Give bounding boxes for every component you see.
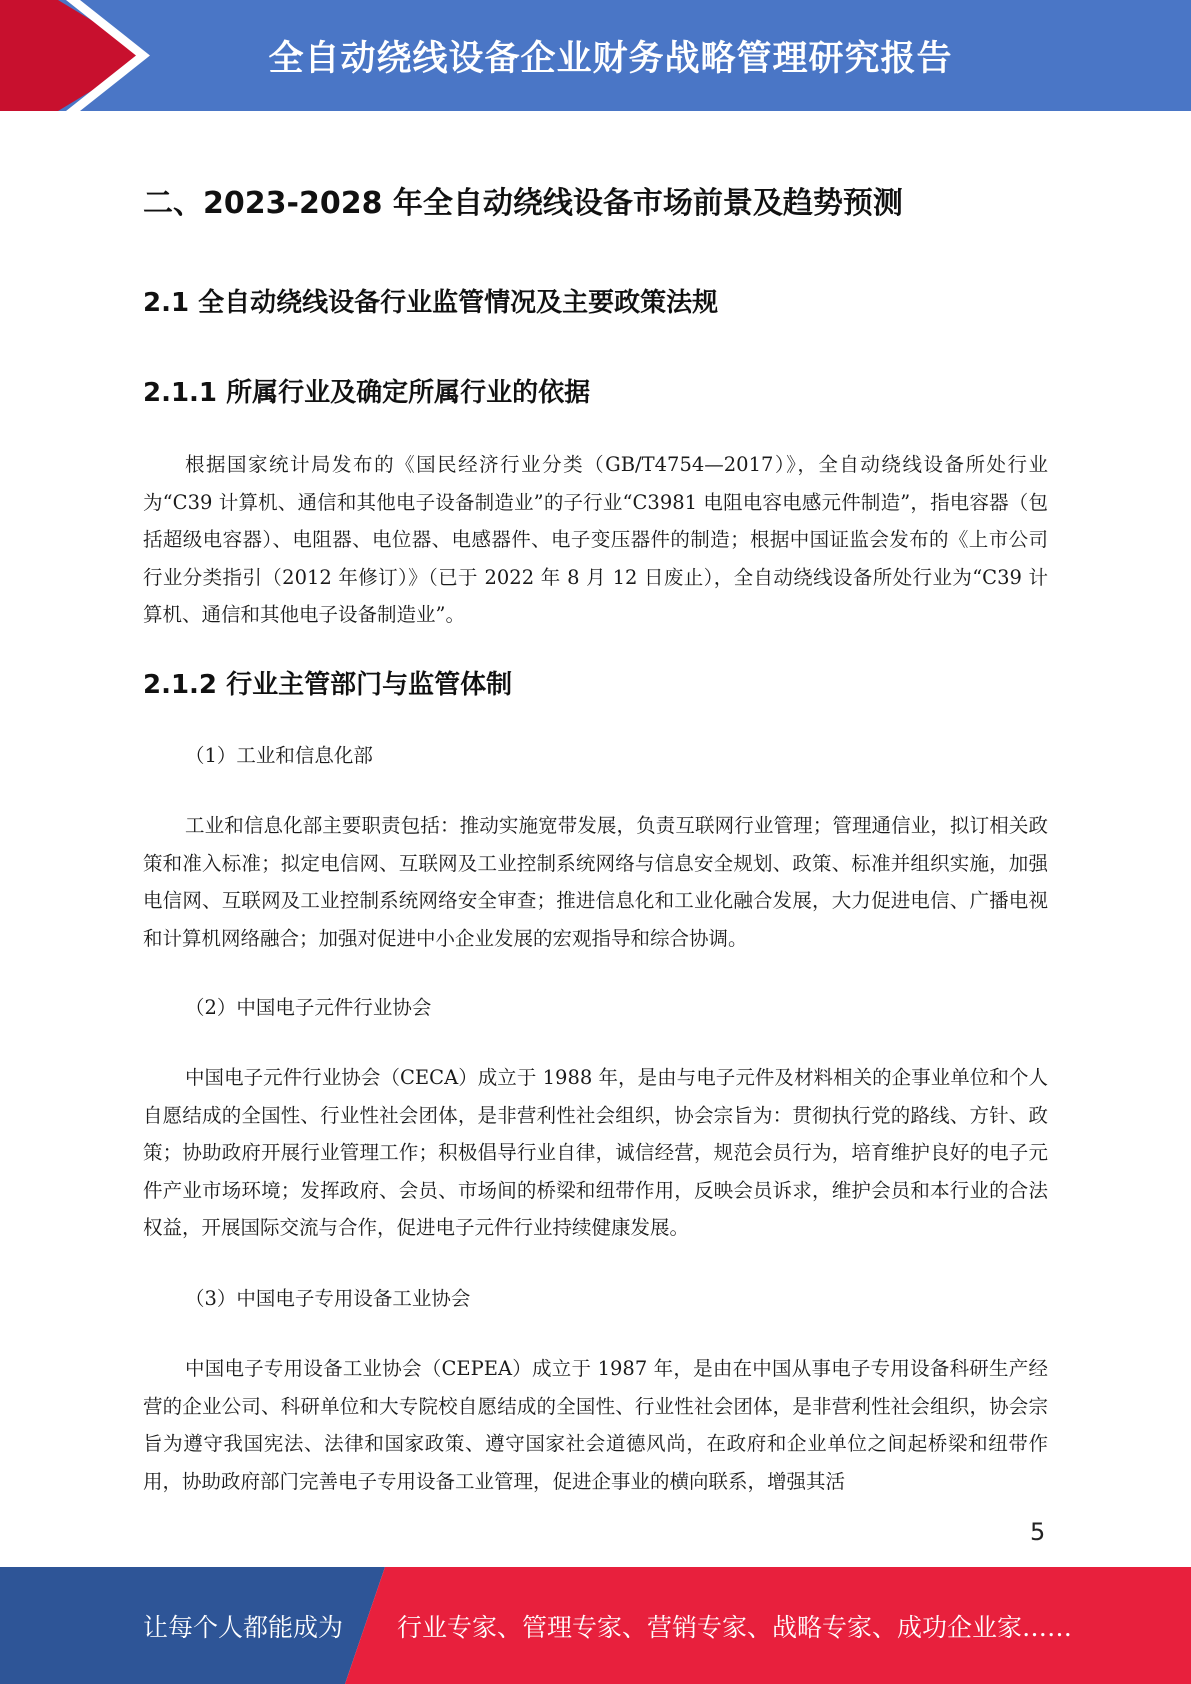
paragraph-ceca: 中国电子元件行业协会（CECA）成立于 1988 年，是由与电子元件及材料相关的企事业单位和个人自愿结成的全国性、行业性社会团体，是非营利性社会组织，协会宗旨为：贯彻执行党的路线、方针、政策；协助政府开展行业管理工作；积极倡导行业自律，诚信经营，规范会员行为，培育维护良好的电子元件产业市场环境；发挥政府、会员、市场间的桥梁和纽带作用，反映会员诉求，维护会员和本行业的合法权益，开展国际交流与合作，促进电子元件行业持续健康发展。	[143, 1066, 1048, 1239]
report-title: 全自动绕线设备企业财务战略管理研究报告	[268, 38, 953, 79]
page-number: 5	[1030, 1518, 1046, 1546]
footer-banner	[0, 1567, 1191, 1684]
footer-slogan-right: 行业专家、管理专家、营销专家、战略专家、成功企业家……	[397, 1612, 1073, 1642]
section-heading: 2.1 全自动绕线设备行业监管情况及主要政策法规	[143, 288, 719, 318]
paragraph-miit: 工业和信息化部主要职责包括：推动实施宽带发展，负责互联网行业管理；管理通信业，拟订相关政策和准入标准；拟定电信网、互联网及工业控制系统网络与信息安全规划、政策、标准并组织实施，加强电信网、互联网及工业控制系统网络安全审查；推进信息化和工业化融合发展，大力促进电信、广播电视和计算机网络融合；加强对促进中小企业发展的宏观指导和综合协调。	[143, 814, 1048, 950]
paragraph-industry-classification: 根据国家统计局发布的《国民经济行业分类（GB/T4754—2017）》，全自动绕线设备所处行业为“C39 计算机、通信和其他电子设备制造业”的子行业“C3981 电阻电容电感元件制造”，指电容器（包括超级电容器）、电阻器、电位器、电感器件、电子变压器件的制造；根据中国证监会发布的《上市公司行业分类指引（2012 年修订）》（已于 2022 年 8 月 12 日废止），全自动绕线设备所处行业为“C39 计算机、通信和其他电子设备制造业”。	[143, 453, 1048, 626]
chapter-heading: 二、2023-2028 年全自动绕线设备市场前景及趋势预测	[143, 186, 903, 221]
paragraph-cepea: 中国电子专用设备工业协会（CEPEA）成立于 1987 年，是由在中国从事电子专用设备科研生产经营的企业公司、科研单位和大专院校自愿结成的全国性、行业性社会团体，是非营利性社会组织，协会宗旨为遵守我国宪法、法律和国家政策、遵守国家社会道德风尚，在政府和企业单位之间起桥梁和纽带作用，协助政府部门完善电子专用设备工业管理，促进企事业的横向联系，增强其活	[143, 1357, 1048, 1493]
item-heading-ceca: （2）中国电子元件行业协会	[185, 996, 432, 1019]
header-banner	[0, 0, 1191, 111]
subsection-heading-2-1-2: 2.1.2 行业主管部门与监管体制	[143, 670, 513, 700]
item-heading-cepea: （3）中国电子专用设备工业协会	[185, 1287, 471, 1310]
item-heading-miit: （1）工业和信息化部	[185, 744, 373, 767]
footer-slogan-left: 让每个人都能成为	[143, 1612, 344, 1642]
subsection-heading-2-1-1: 2.1.1 所属行业及确定所属行业的依据	[143, 378, 591, 408]
